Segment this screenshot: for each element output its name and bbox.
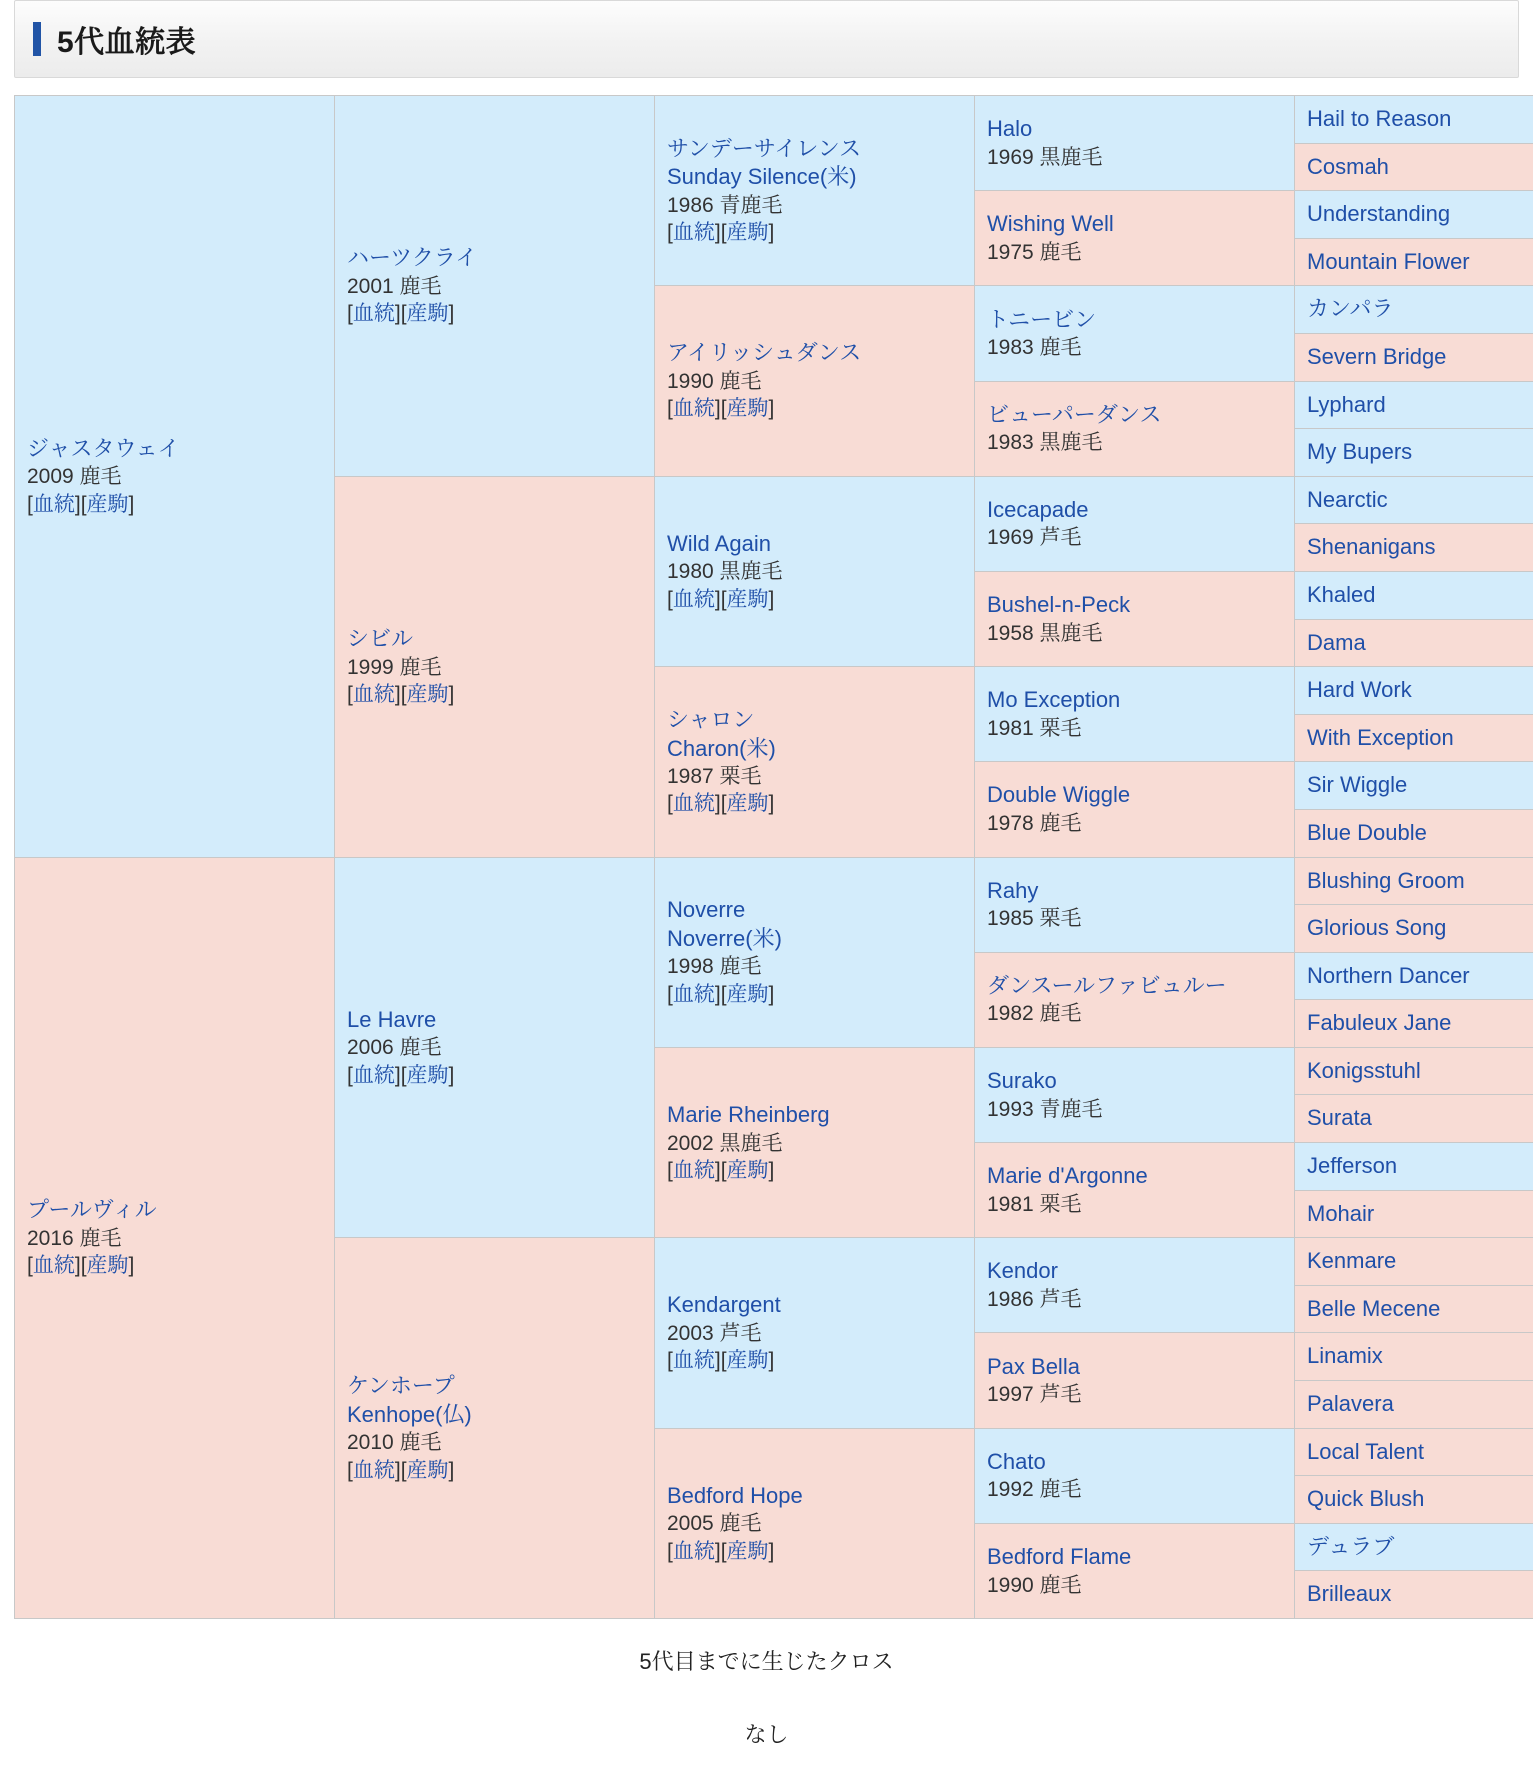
horse-name: Palavera	[1307, 1390, 1533, 1419]
offspring-link[interactable]: 産駒	[727, 588, 769, 611]
horse-links	[27, 491, 322, 518]
horse-links	[667, 1347, 962, 1374]
horse-links	[667, 586, 962, 613]
horse-name: Cosmah	[1307, 153, 1533, 182]
bracket-close: ]	[129, 493, 135, 516]
horse-links	[667, 790, 962, 817]
bracket-close: ]	[715, 588, 721, 611]
horse-name: Blue Double	[1307, 819, 1533, 848]
horse-meta: 1969 黒鹿毛	[987, 144, 1282, 171]
cell-gen5-sire-0[interactable]	[1295, 96, 1533, 144]
cell-gen2-sire-0[interactable]	[335, 96, 655, 477]
pedigree-table-wrapper	[14, 95, 1519, 1619]
horse-name: Nearctic	[1307, 486, 1533, 515]
horse-meta: 2016 鹿毛	[27, 1225, 322, 1252]
cell-gen3-sire-1[interactable]	[655, 286, 975, 476]
horse-links	[347, 681, 642, 708]
cell-gen3-dam-3[interactable]	[655, 1428, 975, 1618]
horse-links	[667, 1538, 962, 1565]
offspring-link[interactable]: 産駒	[727, 1159, 769, 1182]
pedigree-link[interactable]: 血統	[673, 1540, 715, 1563]
horse-meta: 1999 鹿毛	[347, 654, 642, 681]
horse-name: Northern Dancer	[1307, 962, 1533, 991]
cell-gen4-sire-4[interactable]	[975, 476, 1295, 571]
horse-name: Le Havre	[347, 1006, 642, 1035]
horse-name: Bedford Flame	[987, 1543, 1282, 1572]
bracket-open: [	[721, 1349, 727, 1372]
horse-name: Noverre	[667, 896, 962, 925]
horse-meta: 1980 黒鹿毛	[667, 558, 962, 585]
horse-meta: 2005 鹿毛	[667, 1510, 962, 1537]
pedigree-link[interactable]: 血統	[353, 1459, 395, 1482]
bracket-close: ]	[75, 1254, 81, 1277]
horse-name: Khaled	[1307, 581, 1533, 610]
horse-links	[667, 1157, 962, 1184]
cell-gen2-sire-1[interactable]	[335, 476, 655, 857]
horse-links	[347, 1457, 642, 1484]
cell-gen4-dam-5[interactable]	[975, 1333, 1295, 1428]
pedigree-link[interactable]: 血統	[673, 792, 715, 815]
pedigree-link[interactable]: 血統	[33, 1254, 75, 1277]
offspring-link[interactable]: 産駒	[727, 983, 769, 1006]
bracket-open: [	[347, 1064, 353, 1087]
horse-name: ケンホープ	[347, 1372, 642, 1401]
offspring-link[interactable]: 産駒	[727, 221, 769, 244]
bracket-close: ]	[75, 493, 81, 516]
horse-meta: 2003 芦毛	[667, 1320, 962, 1347]
cell-gen5-sire-9[interactable]	[1295, 524, 1533, 572]
bracket-close: ]	[129, 1254, 135, 1277]
horse-name-alt: Noverre(米)	[667, 925, 962, 954]
bracket-open: [	[667, 792, 673, 815]
horse-name: Rahy	[987, 877, 1282, 906]
cell-gen4-sire-1[interactable]	[975, 191, 1295, 286]
horse-name: Bedford Hope	[667, 1482, 962, 1511]
bracket-close: ]	[769, 983, 775, 1006]
bracket-open: [	[667, 588, 673, 611]
horse-meta: 1981 栗毛	[987, 1191, 1282, 1218]
cell-gen4-sire-2[interactable]	[975, 286, 1295, 381]
horse-meta: 2002 黒鹿毛	[667, 1130, 962, 1157]
cell-gen3-dam-2[interactable]	[655, 1238, 975, 1428]
bracket-close: ]	[769, 221, 775, 244]
cell-gen5-sire-2[interactable]	[1295, 191, 1533, 239]
cell-gen5-dam-5[interactable]	[1295, 1095, 1533, 1143]
horse-links	[667, 395, 962, 422]
horse-meta: 1990 鹿毛	[987, 1572, 1282, 1599]
bracket-open: [	[667, 1349, 673, 1372]
bracket-close: ]	[715, 1159, 721, 1182]
bracket-close: ]	[449, 302, 455, 325]
cross-caption: 5代目までに生じたクロス	[0, 1645, 1533, 1676]
horse-links	[667, 981, 962, 1008]
horse-name: アイリッシュダンス	[667, 339, 962, 368]
cell-gen5-dam-0[interactable]	[1295, 857, 1533, 905]
cell-gen1-dam[interactable]	[15, 857, 335, 1619]
bracket-open: [	[667, 397, 673, 420]
cell-gen5-dam-9[interactable]	[1295, 1285, 1533, 1333]
cell-gen4-dam-7[interactable]	[975, 1523, 1295, 1618]
offspring-link[interactable]: 産駒	[407, 683, 449, 706]
horse-meta: 1986 青鹿毛	[667, 192, 962, 219]
bracket-close: ]	[769, 1540, 775, 1563]
cell-gen4-dam-3[interactable]	[975, 1143, 1295, 1238]
table-row	[15, 857, 1533, 905]
offspring-link[interactable]: 産駒	[727, 792, 769, 815]
horse-name: Linamix	[1307, 1342, 1533, 1371]
offspring-link[interactable]: 産駒	[87, 493, 129, 516]
horse-name: Surako	[987, 1067, 1282, 1096]
cell-gen5-dam-15[interactable]	[1295, 1571, 1533, 1619]
horse-name: Chato	[987, 1448, 1282, 1477]
bracket-open: [	[401, 683, 407, 706]
offspring-link[interactable]: 産駒	[727, 1349, 769, 1372]
horse-links	[667, 219, 962, 246]
bracket-close: ]	[449, 1064, 455, 1087]
horse-name: サンデーサイレンス	[667, 135, 962, 164]
cell-gen4-dam-0[interactable]	[975, 857, 1295, 952]
pedigree-link[interactable]: 血統	[33, 493, 75, 516]
bracket-open: [	[81, 493, 87, 516]
cell-gen5-sire-15[interactable]	[1295, 809, 1533, 857]
bracket-open: [	[721, 588, 727, 611]
horse-name: Shenanigans	[1307, 533, 1533, 562]
bracket-open: [	[27, 493, 33, 516]
horse-name: Brilleaux	[1307, 1580, 1533, 1609]
cell-gen3-sire-2[interactable]	[655, 476, 975, 666]
cell-gen4-sire-0[interactable]	[975, 96, 1295, 191]
cell-gen5-dam-12[interactable]	[1295, 1428, 1533, 1476]
section-header	[14, 0, 1519, 78]
horse-meta: 1969 芦毛	[987, 524, 1282, 551]
cell-gen5-dam-11[interactable]	[1295, 1381, 1533, 1429]
horse-name: Wild Again	[667, 530, 962, 559]
offspring-link[interactable]: 産駒	[407, 1459, 449, 1482]
cell-gen2-dam-1[interactable]	[335, 1238, 655, 1619]
horse-name: Glorious Song	[1307, 914, 1533, 943]
bracket-close: ]	[395, 1064, 401, 1087]
cell-gen5-sire-13[interactable]	[1295, 714, 1533, 762]
pedigree-link[interactable]: 血統	[673, 1349, 715, 1372]
bracket-close: ]	[449, 683, 455, 706]
cell-gen5-sire-1[interactable]	[1295, 143, 1533, 191]
bracket-open: [	[721, 1159, 727, 1182]
horse-name: Double Wiggle	[987, 781, 1282, 810]
horse-meta: 1997 芦毛	[987, 1381, 1282, 1408]
bracket-open: [	[81, 1254, 87, 1277]
cell-gen1-sire[interactable]	[15, 96, 335, 858]
bracket-close: ]	[769, 1159, 775, 1182]
bracket-close: ]	[449, 1459, 455, 1482]
bracket-close: ]	[395, 302, 401, 325]
bracket-open: [	[27, 1254, 33, 1277]
horse-name: Marie d'Argonne	[987, 1162, 1282, 1191]
cell-gen5-sire-3[interactable]	[1295, 238, 1533, 286]
offspring-link[interactable]: 産駒	[727, 1540, 769, 1563]
horse-meta: 1983 黒鹿毛	[987, 429, 1282, 456]
horse-name: Wishing Well	[987, 210, 1282, 239]
horse-meta: 2006 鹿毛	[347, 1034, 642, 1061]
horse-name: Blushing Groom	[1307, 867, 1533, 896]
horse-name: Dama	[1307, 629, 1533, 658]
bracket-open: [	[347, 683, 353, 706]
pedigree-link[interactable]: 血統	[673, 397, 715, 420]
horse-name: カンパラ	[1307, 295, 1533, 324]
cell-gen4-dam-1[interactable]	[975, 952, 1295, 1047]
cell-gen3-dam-1[interactable]	[655, 1047, 975, 1237]
bracket-close: ]	[769, 792, 775, 815]
horse-name: Icecapade	[987, 496, 1282, 525]
horse-meta: 2009 鹿毛	[27, 463, 322, 490]
pedigree-link[interactable]: 血統	[353, 302, 395, 325]
horse-name: Quick Blush	[1307, 1485, 1533, 1514]
horse-name: シビル	[347, 625, 642, 654]
horse-links	[347, 1062, 642, 1089]
horse-meta: 1990 鹿毛	[667, 368, 962, 395]
horse-name: ハーツクライ	[347, 244, 642, 273]
horse-name: Kendargent	[667, 1291, 962, 1320]
cell-gen5-dam-2[interactable]	[1295, 952, 1533, 1000]
bracket-open: [	[401, 302, 407, 325]
bracket-close: ]	[395, 683, 401, 706]
horse-meta: 1987 栗毛	[667, 763, 962, 790]
pedigree-link[interactable]: 血統	[673, 1159, 715, 1182]
cell-gen2-dam-0[interactable]	[335, 857, 655, 1238]
horse-name: With Exception	[1307, 724, 1533, 753]
bracket-close: ]	[715, 221, 721, 244]
horse-name: Severn Bridge	[1307, 343, 1533, 372]
horse-name: My Bupers	[1307, 438, 1533, 467]
horse-name: Kendor	[987, 1257, 1282, 1286]
offspring-link[interactable]: 産駒	[87, 1254, 129, 1277]
cell-gen4-sire-7[interactable]	[975, 762, 1295, 857]
bracket-open: [	[667, 1159, 673, 1182]
horse-name: Pax Bella	[987, 1353, 1282, 1382]
offspring-link[interactable]: 産駒	[407, 302, 449, 325]
pedigree-link[interactable]: 血統	[673, 588, 715, 611]
offspring-link[interactable]: 産駒	[727, 397, 769, 420]
bracket-open: [	[401, 1459, 407, 1482]
horse-name: Understanding	[1307, 200, 1533, 229]
bracket-open: [	[401, 1064, 407, 1087]
cell-gen3-sire-0[interactable]	[655, 96, 975, 286]
horse-name: Hail to Reason	[1307, 105, 1533, 134]
cell-gen5-sire-8[interactable]	[1295, 476, 1533, 524]
bracket-open: [	[721, 1540, 727, 1563]
horse-name: Mohair	[1307, 1200, 1533, 1229]
horse-name: トニービン	[987, 306, 1282, 335]
horse-name: ダンスールファビュルー	[987, 972, 1282, 1001]
bracket-open: [	[721, 792, 727, 815]
bracket-open: [	[721, 983, 727, 1006]
header-accent-bar	[33, 22, 41, 56]
bracket-open: [	[721, 397, 727, 420]
pedigree-link[interactable]: 血統	[673, 983, 715, 1006]
horse-name: Sir Wiggle	[1307, 771, 1533, 800]
horse-name: Mountain Flower	[1307, 248, 1533, 277]
table-row	[15, 96, 1533, 144]
horse-meta: 1986 芦毛	[987, 1286, 1282, 1313]
cell-gen4-sire-6[interactable]	[975, 667, 1295, 762]
horse-links	[347, 300, 642, 327]
cell-gen5-sire-6[interactable]	[1295, 381, 1533, 429]
pedigree-link[interactable]: 血統	[673, 221, 715, 244]
horse-name: シャロン	[667, 706, 962, 735]
cell-gen4-dam-6[interactable]	[975, 1428, 1295, 1523]
horse-meta: 1998 鹿毛	[667, 953, 962, 980]
cell-gen5-dam-14[interactable]	[1295, 1523, 1533, 1571]
horse-name: Jefferson	[1307, 1152, 1533, 1181]
cell-gen5-dam-3[interactable]	[1295, 1000, 1533, 1048]
horse-meta: 1993 青鹿毛	[987, 1096, 1282, 1123]
horse-meta: 1983 鹿毛	[987, 334, 1282, 361]
bracket-close: ]	[769, 397, 775, 420]
horse-name: Fabuleux Jane	[1307, 1009, 1533, 1038]
horse-name: Kenmare	[1307, 1247, 1533, 1276]
horse-name-alt: Kenhope(仏)	[347, 1401, 642, 1430]
horse-name: プールヴィル	[27, 1196, 322, 1225]
horse-meta: 1975 鹿毛	[987, 239, 1282, 266]
cell-gen4-sire-5[interactable]	[975, 571, 1295, 666]
bracket-close: ]	[715, 397, 721, 420]
horse-meta: 2010 鹿毛	[347, 1429, 642, 1456]
cell-gen4-dam-2[interactable]	[975, 1047, 1295, 1142]
bracket-open: [	[667, 221, 673, 244]
horse-meta: 1985 栗毛	[987, 905, 1282, 932]
bracket-close: ]	[715, 792, 721, 815]
bracket-close: ]	[715, 1349, 721, 1372]
cell-gen5-dam-8[interactable]	[1295, 1238, 1533, 1286]
cross-value: なし	[0, 1718, 1533, 1779]
bracket-open: [	[347, 1459, 353, 1482]
cell-gen5-sire-4[interactable]	[1295, 286, 1533, 334]
horse-name-alt: Sunday Silence(米)	[667, 163, 962, 192]
cell-gen5-sire-12[interactable]	[1295, 667, 1533, 715]
horse-name: Lyphard	[1307, 391, 1533, 420]
pedigree-link[interactable]: 血統	[353, 683, 395, 706]
horse-name: Marie Rheinberg	[667, 1101, 962, 1130]
horse-name: Halo	[987, 115, 1282, 144]
bracket-open: [	[667, 983, 673, 1006]
horse-meta: 1982 鹿毛	[987, 1000, 1282, 1027]
bracket-open: [	[667, 1540, 673, 1563]
horse-name: Belle Mecene	[1307, 1295, 1533, 1324]
horse-name: デュラブ	[1307, 1533, 1533, 1562]
cell-gen4-sire-3[interactable]	[975, 381, 1295, 476]
cell-gen5-dam-4[interactable]	[1295, 1047, 1533, 1095]
cell-gen5-sire-7[interactable]	[1295, 429, 1533, 477]
pedigree-table	[14, 95, 1533, 1619]
horse-name-alt: Charon(米)	[667, 735, 962, 764]
horse-meta: 1978 鹿毛	[987, 810, 1282, 837]
horse-name: Mo Exception	[987, 686, 1282, 715]
horse-meta: 1981 栗毛	[987, 715, 1282, 742]
bracket-close: ]	[769, 588, 775, 611]
bracket-close: ]	[715, 1540, 721, 1563]
cell-gen5-sire-11[interactable]	[1295, 619, 1533, 667]
offspring-link[interactable]: 産駒	[407, 1064, 449, 1087]
bracket-close: ]	[715, 983, 721, 1006]
horse-name: Local Talent	[1307, 1438, 1533, 1467]
cell-gen5-sire-5[interactable]	[1295, 333, 1533, 381]
bracket-open: [	[347, 302, 353, 325]
cell-gen5-sire-14[interactable]	[1295, 762, 1533, 810]
horse-name: Surata	[1307, 1104, 1533, 1133]
cell-gen5-dam-13[interactable]	[1295, 1476, 1533, 1524]
cell-gen3-sire-3[interactable]	[655, 667, 975, 857]
bracket-close: ]	[395, 1459, 401, 1482]
horse-name: Hard Work	[1307, 676, 1533, 705]
cell-gen3-dam-0[interactable]	[655, 857, 975, 1047]
cell-gen4-dam-4[interactable]	[975, 1238, 1295, 1333]
page-title: 5代血統表	[57, 17, 196, 61]
pedigree-link[interactable]: 血統	[353, 1064, 395, 1087]
cell-gen5-dam-10[interactable]	[1295, 1333, 1533, 1381]
horse-name: ビューパーダンス	[987, 401, 1282, 430]
horse-links	[27, 1252, 322, 1279]
bracket-close: ]	[769, 1349, 775, 1372]
cell-gen5-dam-1[interactable]	[1295, 905, 1533, 953]
horse-name: Konigsstuhl	[1307, 1057, 1533, 1086]
cell-gen5-sire-10[interactable]	[1295, 571, 1533, 619]
horse-meta: 1992 鹿毛	[987, 1476, 1282, 1503]
cell-gen5-dam-7[interactable]	[1295, 1190, 1533, 1238]
horse-name: Bushel-n-Peck	[987, 591, 1282, 620]
horse-meta: 2001 鹿毛	[347, 273, 642, 300]
horse-name: ジャスタウェイ	[27, 435, 322, 464]
bracket-open: [	[721, 221, 727, 244]
cell-gen5-dam-6[interactable]	[1295, 1143, 1533, 1191]
horse-meta: 1958 黒鹿毛	[987, 620, 1282, 647]
